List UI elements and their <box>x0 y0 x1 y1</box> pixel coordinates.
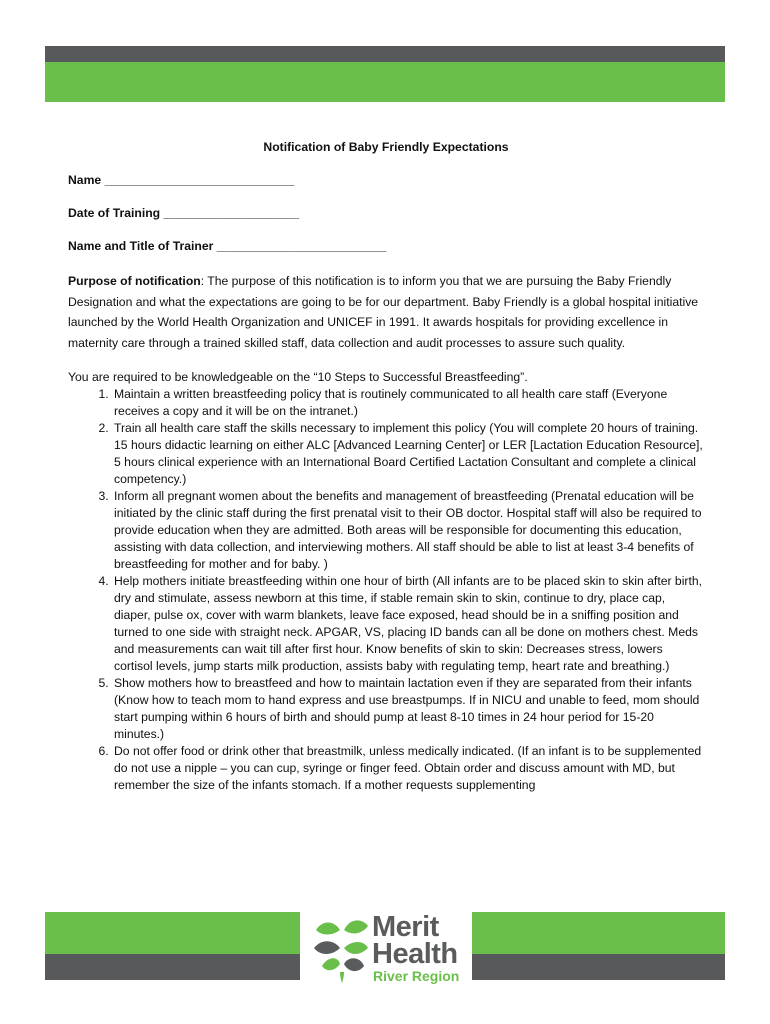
step-item: 4. Help mothers initiate breastfeeding within one hour of birth (All infants are to be placed skin to skin after birth, dry and stimulate, assess newborn at this time, if stable remain skin to skin, continue to dry, place cap, diaper, pulse ox, cover with warm blankets, leave face exposed, head should be in a sniffing position and turned to one side with straight neck. APGAR, VS, placing ID bands can all be done on mothers chest. Meds and measurements can wait till after first hour. Know benefits of skin to skin: Decreases stress, lowers cortisol levels, jump starts milk production, assists baby with regulating temp, heart rate and breathing.) <box>112 573 704 675</box>
header-gray-bar <box>45 46 725 62</box>
date-of-training-field: Date of Training ____________________ <box>68 206 300 220</box>
step-item: 5. Show mothers how to breastfeed and how to maintain lactation even if they are separated from their infants (Know how to teach mom to hand express and use breastpumps. If in NICU and unable to feed, mom should start pumping within 6 hours of birth and should pump at least 8-10 times in 24 hour period for 15-20 minutes.) <box>112 675 704 743</box>
step-item: 2. Train all health care staff the skills necessary to implement this policy (You will complete 20 hours of training. 15 hours didactic learning on either ALC [Advanced Learning Center] or LER [Lactation Education Resource], 5 hours clinical experience with an International Board Certified Lactation Consultant and complete a clinical competency.) <box>112 420 704 488</box>
header-green-bar <box>45 62 725 102</box>
step-item: 6. Do not offer food or drink other that breastmilk, unless medically indicated. (If an infant is to be supplemented do not use a nipple – you can cup, syringe or finger feed. Obtain order and discuss amount with MD, but remember the size of the infants stomach. If a mother requests supplementing <box>112 743 704 794</box>
steps-list <box>68 386 704 794</box>
document-body <box>68 139 704 794</box>
document-title: Notification of Baby Friendly Expectations <box>263 140 509 154</box>
purpose-text: : The purpose of this notification is to inform you that we are pursuing the Baby Friendly Designation and what the expectations are going to be for our department. Baby Friendly is a global hospital initiative launched by the World Health Organization and UNICEF in 1991. It awards hospitals for providing excellence in maternity care through a trained skilled staff, data collection and audit processes to assure such quality. <box>68 274 699 350</box>
purpose-paragraph <box>68 271 704 353</box>
step-item: 3. Inform all pregnant women about the benefits and management of breastfeeding (Prenatal education will be initiated by the clinic staff during the first prenatal visit to their OB doctor. Hospital staff will also be required to provide education when they are admitted. Both areas will be responsible for documenting this education, assisting with data collection, and interviewing mothers. All staff should be able to list at least 3-4 benefits of breastfeeding for mother and for baby. ) <box>112 488 704 573</box>
logo-text-river-region: River Region <box>373 968 460 984</box>
step-item: 1. Maintain a written breastfeeding policy that is routinely communicated to all health care staff (Everyone receives a copy and it will be on the intranet.) <box>112 386 704 420</box>
leaf-cross-icon <box>312 914 370 986</box>
name-field: Name ____________________________ <box>68 173 295 187</box>
steps-intro: You are required to be knowledgeable on the “10 Steps to Successful Breastfeeding”. <box>68 370 528 384</box>
merit-health-logo <box>300 906 472 992</box>
logo-text-merit: Merit <box>372 911 439 943</box>
trainer-field: Name and Title of Trainer _________________________ <box>68 239 387 253</box>
logo-text-health: Health <box>372 938 458 970</box>
purpose-label: Purpose of notification <box>68 274 201 288</box>
